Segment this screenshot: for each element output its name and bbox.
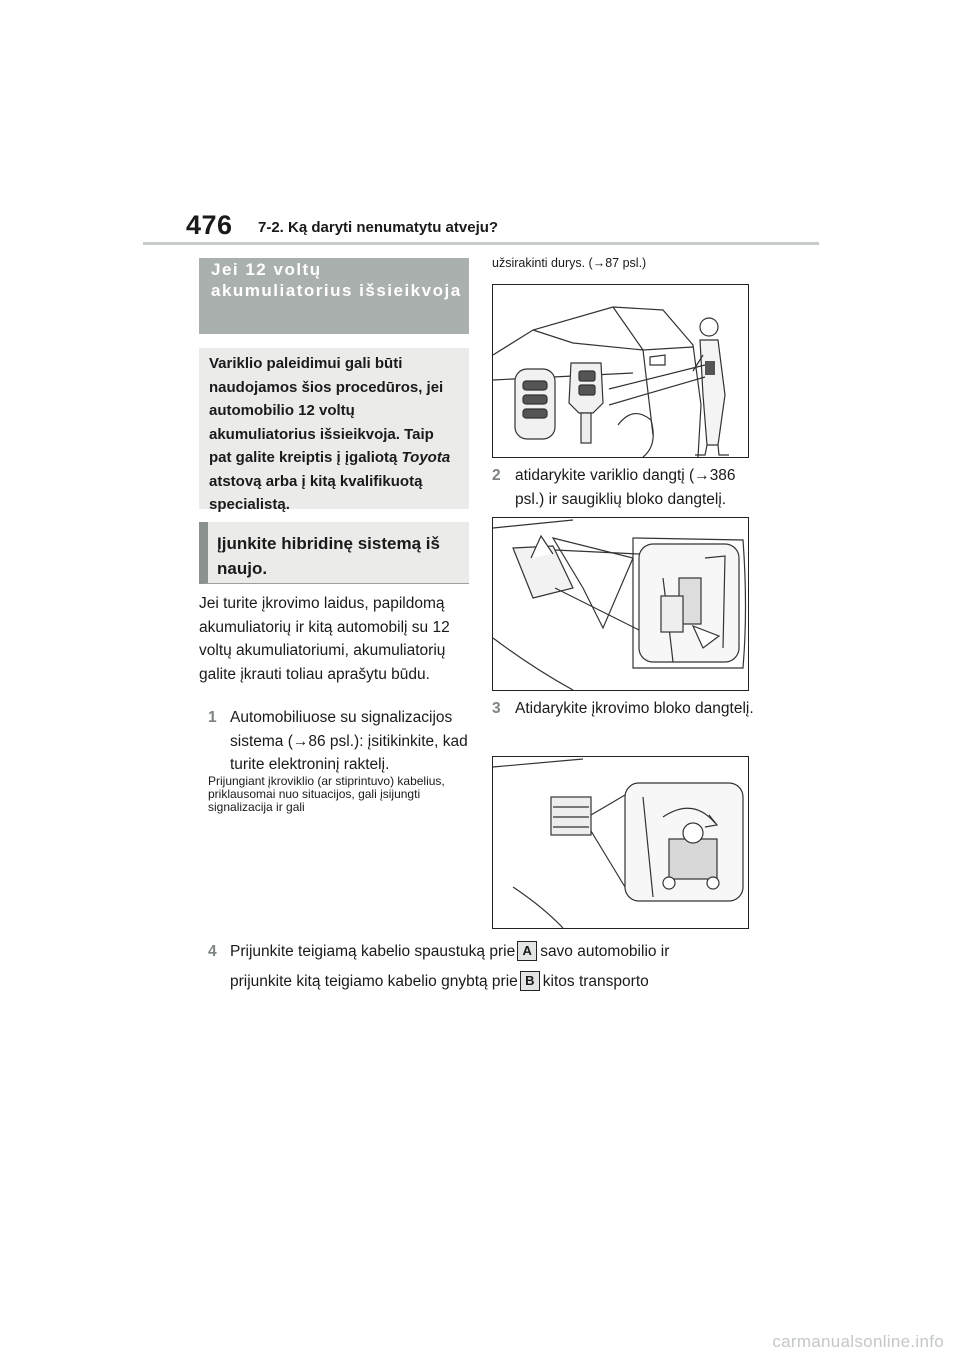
figure-fuse-box-cover — [492, 517, 749, 691]
warning-heading: Jei 12 voltų akumuliatorius išsieikvoja — [211, 260, 462, 300]
continued-note: užsirakinti durys. (→87 psl.) — [492, 256, 647, 270]
page-number: 476 — [186, 210, 233, 240]
step-text: atidarykite variklio dangtį (→386 psl.) ir saugiklių bloko dangtelį. — [515, 467, 736, 508]
chapter-title: 7-2. Ką daryti nenumatytu atveju? — [258, 219, 499, 236]
step-text: Automobiliuose su signalizacijos sistema (→86 psl.): įsitikinkite, kad turite elektroninį raktelį. — [230, 709, 468, 773]
warning-heading-box — [199, 258, 469, 334]
watermark: carmanualsonline.info — [772, 1332, 944, 1351]
step-number: 2 — [492, 467, 501, 484]
step-4-line-2 — [230, 970, 649, 994]
charging-block-illustration — [493, 757, 748, 928]
warning-body-box — [199, 348, 469, 513]
step-4-text-b: savo automobilio ir — [540, 943, 670, 960]
section-intro: Jei turite įkrovimo laidus, papildomą akumuliatorių ir kitą automobilį su 12 voltų akumuliatoriumi, akumuliatorių galite įkrauti toliau aprašytu būdu. — [199, 595, 450, 683]
label-b-badge: B — [520, 971, 540, 991]
label-a-badge: A — [517, 941, 537, 961]
warning-body-part2: atstovą arba į kitą kvalifikuotą specialistą. — [209, 472, 423, 513]
section-heading-box — [199, 522, 469, 584]
header-divider — [143, 242, 819, 245]
step-4-line-1 — [230, 940, 669, 964]
smart-key-illustration — [493, 285, 748, 457]
section-heading: Įjunkite hibridinę sistemą iš naujo. — [217, 534, 440, 578]
step-text: Atidarykite įkrovimo bloko dangtelį. — [515, 700, 754, 717]
figure-smart-key — [492, 284, 749, 458]
figure-charging-block — [492, 756, 749, 929]
brand-name: Toyota — [401, 449, 451, 466]
warning-body-part1: Variklio paleidimui gali būti naudojamos šios procedūros, jei automobilio 12 voltų akumuliatorius išsieikvoja. Taip pat galite kreiptis į įgaliotą — [209, 355, 444, 466]
step-number: 3 — [492, 700, 501, 717]
step-number: 1 — [208, 709, 217, 726]
fuse-box-illustration — [493, 518, 748, 690]
step-4-text-d: kitos transporto — [542, 973, 649, 990]
step-number: 4 — [208, 943, 217, 960]
step-4-text-c: prijunkite kitą teigiamo kabelio gnybtą prie — [230, 973, 518, 990]
step-4-text-a: Prijunkite teigiamą kabelio spaustuką prie — [230, 943, 516, 960]
small-note: Prijungiant įkroviklio (ar stiprintuvo) kabelius, priklausomai nuo situacijos, gali įsijungti signalizacija ir gali — [208, 774, 445, 814]
warning-body — [199, 348, 469, 517]
